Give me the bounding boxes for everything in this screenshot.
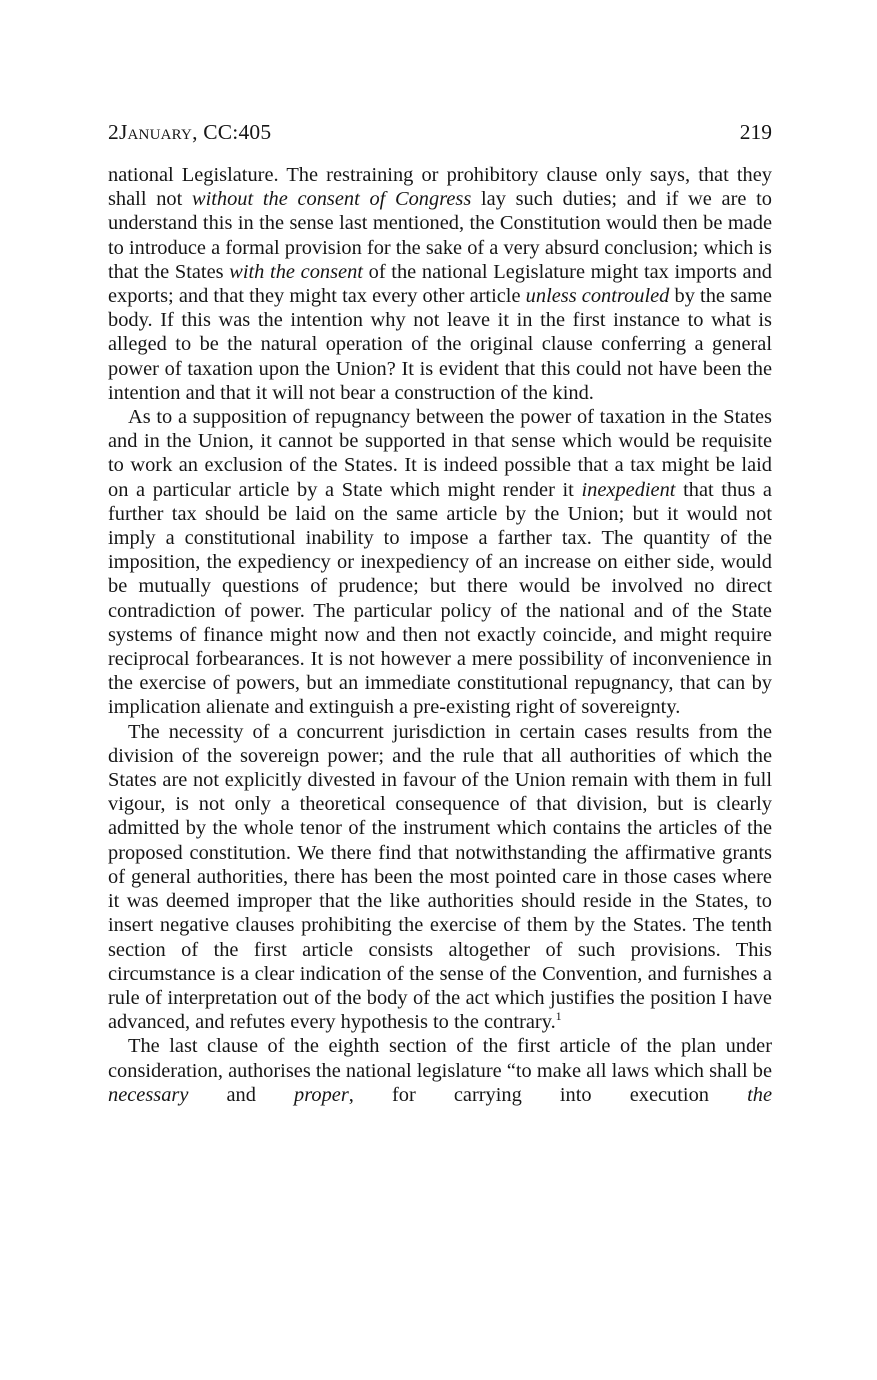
text-run: , for carrying into execution xyxy=(348,1083,748,1106)
text-run: national Legislature. The restraining or prohibitory clause only says, that they shall not xyxy=(108,164,772,211)
paragraph-4 xyxy=(108,1034,772,1107)
text-run: of the national Legislature might tax imports and exports; and that they might tax every other article xyxy=(108,260,772,308)
italic-text: proper xyxy=(294,1083,349,1106)
text-run: by the same body. If this was the intention why not leave it in the first instance to what is alleged to be the natural operation of the original clause conferring a general power of taxation upon the Union? It is evident that this could not have been the intention and that it will not bear a construction of the kind. xyxy=(108,285,772,404)
text-run: lay such duties; and if we are to understand this in the sense last mentioned, the Constitution would then be made to introduce a formal provision for the sake of a very absurd conclusion; which is that the States xyxy=(108,188,772,283)
italic-text: unless controuled xyxy=(525,285,670,308)
paragraph-2 xyxy=(108,405,772,720)
italic-text: the xyxy=(747,1083,772,1106)
italic-text: necessary xyxy=(108,1083,189,1106)
document-id: , CC:405 xyxy=(192,120,272,144)
text-run: The necessity of a concurrent jurisdiction in certain cases results from the division of the sovereign power; and the rule that all authorities of which the States are not explicitly divested in favour of the Union remain with them in full vigour, is not only a theoretical consequence of that division, but is clearly admitted by the whole tenor of the instrument which contains the articles of the proposed constitution. We there find that notwithstanding the affirmative grants of general authorities, there has been the most pointed care in those cases where it was deemed improper that the like authorities should reside in the States, to insert negative clauses prohibiting the exercise of them by the States. The tenth section of the first article consists altogether of such provisions. This circumstance is a clear indication of the sense of the Convention, and furnishes a rule of interpretation out of the body of the act which justifies the position I have advanced, and refutes every hypothesis to the contrary. xyxy=(108,720,772,1034)
paragraph-1 xyxy=(108,163,772,405)
running-head-title xyxy=(108,118,271,146)
date-number: 2 xyxy=(108,120,119,144)
date-month: January xyxy=(118,120,193,144)
text-run: As to a supposition of repugnancy between the power of taxation in the States and in the Union, it cannot be supported in that sense which would be requisite to work an exclusion of the States. It is indeed possible that a tax might be laid on a particular article by a State which might render it xyxy=(108,406,772,501)
italic-text: with the consent xyxy=(229,260,363,283)
italic-text: without the consent of Congress xyxy=(191,188,472,211)
paragraph-3 xyxy=(108,720,772,1035)
document-page xyxy=(108,118,772,1107)
footnote-ref: 1 xyxy=(555,1009,562,1024)
page-number: 219 xyxy=(739,120,772,144)
text-run: The last clause of the eighth section of the first article of the plan under consideration, authorises the national legislature “to make all laws which shall be xyxy=(108,1035,772,1082)
running-head xyxy=(108,118,772,146)
italic-text: inexpedient xyxy=(581,478,676,501)
text-run: that thus a further tax should be laid on the same article by the Union; but it would not imply a constitutional inability to impose a farther tax. The quantity of the imposition, the expediency or inexpediency of an increase on either side, would be mutually questions of prudence; but there would be involved no direct contradiction of power. The particular policy of the national and of the State systems of finance might now and then not exactly coincide, and might require reciprocal forbearances. It is not however a mere possibility of inconvenience in the exercise of powers, but an immediate constitutional repugnancy, that can by implication alienate and extinguish a pre-existing right of sovereignty. xyxy=(108,478,772,719)
text-run: and xyxy=(188,1083,295,1106)
body-text xyxy=(108,163,772,1107)
